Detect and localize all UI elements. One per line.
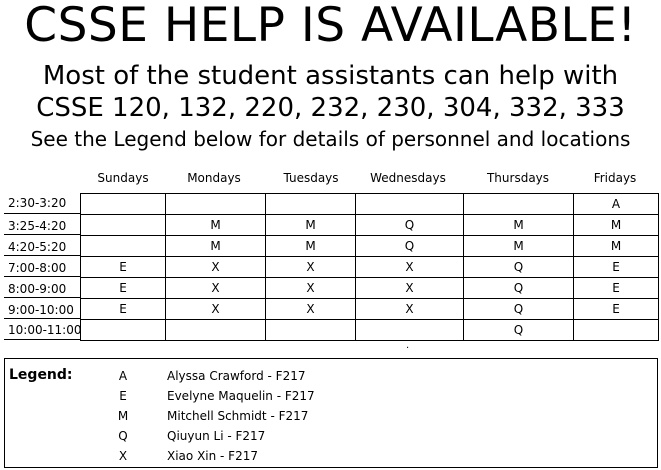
schedule-cell [356, 194, 464, 215]
schedule-cell: M [464, 236, 574, 257]
legend-code: E [119, 389, 127, 403]
schedule-cell: E [574, 299, 659, 320]
row-divider [4, 276, 80, 277]
legend-name: Mitchell Schmidt - F217 [167, 409, 309, 423]
schedule-cell [266, 320, 356, 341]
page-title: CSSE HELP IS AVAILABLE! [24, 0, 637, 53]
schedule-cell: M [266, 236, 356, 257]
schedule-cell: Q [464, 299, 574, 320]
table-row [81, 257, 659, 278]
schedule-cell: X [166, 257, 266, 278]
table-row [81, 299, 659, 320]
subtitle-line-2: CSSE 120, 132, 220, 232, 230, 304, 332, 333 [36, 93, 625, 123]
row-divider [4, 297, 80, 298]
schedule-cell: E [81, 299, 166, 320]
schedule-cell: M [464, 215, 574, 236]
table-row [81, 215, 659, 236]
schedule-cell: E [81, 257, 166, 278]
schedule-cell [266, 194, 356, 215]
schedule-cell: X [356, 257, 464, 278]
schedule-cell [574, 320, 659, 341]
time-label: 10:00-11:00 [8, 323, 82, 337]
schedule-grid [80, 193, 659, 341]
table-row [81, 320, 659, 341]
schedule-cell: M [574, 236, 659, 257]
schedule-cell [356, 320, 464, 341]
schedule-cell: M [166, 215, 266, 236]
legend-box [4, 358, 658, 468]
legend-code: X [118, 449, 128, 463]
legend-code: A [118, 369, 128, 383]
schedule-cell: Q [464, 257, 574, 278]
row-divider [4, 339, 80, 340]
schedule-cell: X [266, 278, 356, 299]
row-divider [4, 213, 80, 214]
schedule-cell [166, 320, 266, 341]
subtitle-line-1: Most of the student assistants can help with [42, 61, 619, 91]
table-row [81, 194, 659, 215]
schedule-cell: Q [356, 236, 464, 257]
schedule-cell: X [266, 299, 356, 320]
legend-name: Qiuyun Li - F217 [167, 429, 266, 443]
day-header-fridays: Fridays [593, 171, 637, 185]
row-divider [4, 234, 80, 235]
time-label: 2:30-3:20 [8, 196, 67, 210]
table-row [81, 236, 659, 257]
legend-title: Legend: [9, 367, 73, 383]
schedule-cell [81, 236, 166, 257]
legend-code: Q [118, 429, 128, 443]
day-header-wednesdays: Wednesdays [370, 171, 446, 185]
schedule-cell: M [166, 236, 266, 257]
schedule-cell: X [166, 299, 266, 320]
time-label: 8:00-9:00 [8, 282, 67, 296]
schedule-cell: X [356, 299, 464, 320]
time-label: 4:20-5:20 [8, 240, 67, 254]
schedule-cell: X [166, 278, 266, 299]
subtitle-line-3: See the Legend below for details of personnel and locations [30, 127, 631, 151]
schedule-cell: Q [464, 320, 574, 341]
schedule-cell [81, 194, 166, 215]
day-header-tuesdays: Tuesdays [283, 171, 339, 185]
legend-name: Evelyne Maquelin - F217 [167, 389, 315, 403]
time-label: 3:25-4:20 [8, 219, 67, 233]
time-label: 9:00-10:00 [8, 303, 74, 317]
time-label: 7:00-8:00 [8, 261, 67, 275]
day-header-mondays: Mondays [187, 171, 241, 185]
table-row [81, 278, 659, 299]
row-divider [4, 318, 80, 319]
schedule-cell: E [574, 278, 659, 299]
legend-name: Alyssa Crawford - F217 [167, 369, 306, 383]
schedule-cell: E [574, 257, 659, 278]
schedule-cell [81, 215, 166, 236]
legend-name: Xiao Xin - F217 [167, 449, 258, 463]
schedule-cell: Q [464, 278, 574, 299]
schedule-cell: M [574, 215, 659, 236]
schedule-cell: E [81, 278, 166, 299]
day-header-sundays: Sundays [97, 171, 149, 185]
schedule-cell: Q [356, 215, 464, 236]
schedule-cell: A [574, 194, 659, 215]
schedule-cell [464, 194, 574, 215]
schedule-cell [166, 194, 266, 215]
row-divider [4, 255, 80, 256]
schedule-cell: M [266, 215, 356, 236]
schedule-cell [81, 320, 166, 341]
schedule-cell: X [266, 257, 356, 278]
legend-code: M [117, 409, 129, 423]
schedule-cell: X [356, 278, 464, 299]
stray-dot: . [406, 340, 410, 351]
day-header-thursdays: Thursdays [486, 171, 550, 185]
